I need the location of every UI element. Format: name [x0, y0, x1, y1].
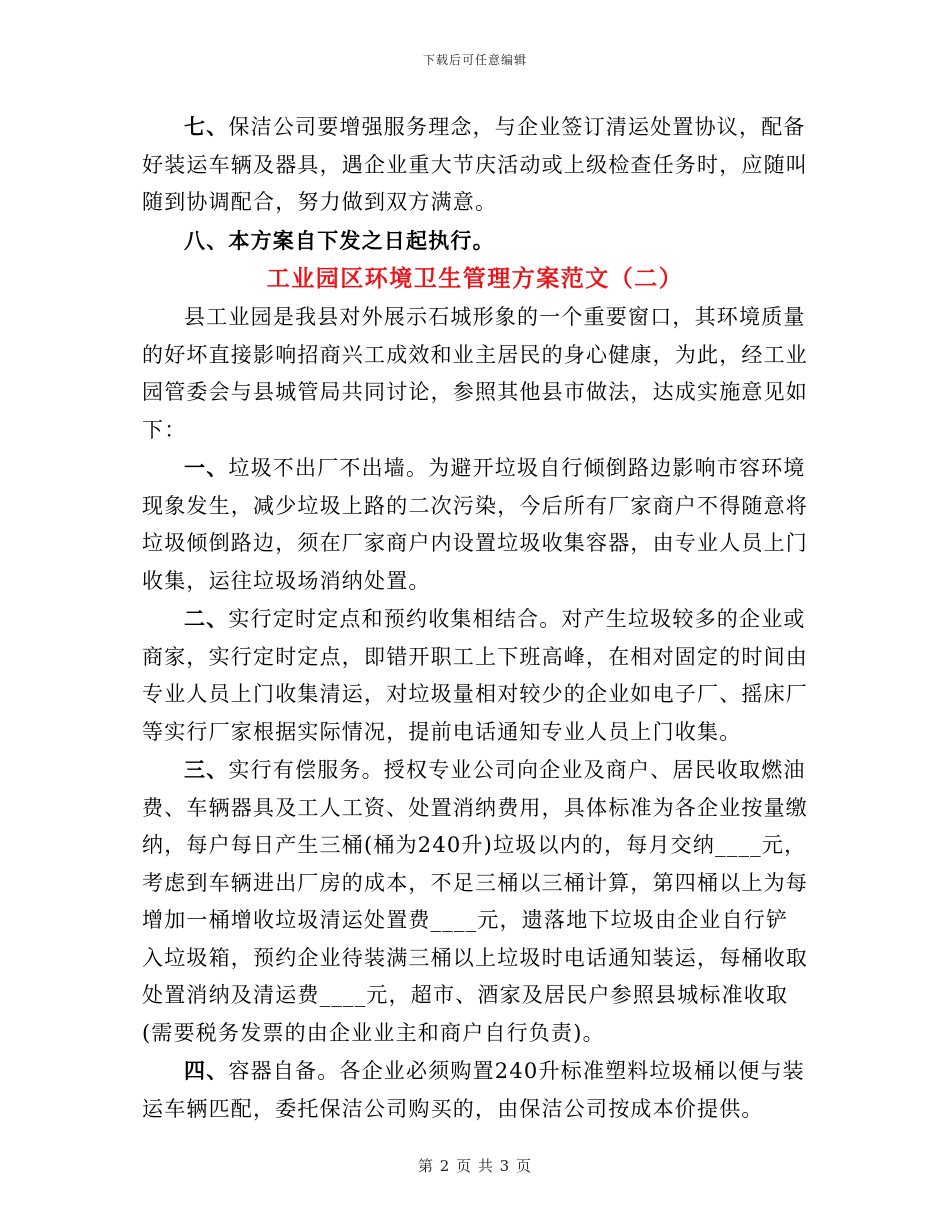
- item-one: [142, 449, 808, 600]
- item-three: [142, 751, 808, 1052]
- paragraph-seven-text: 保洁公司要增强服务理念，与企业签订清运处置协议，配备好装运车辆及器具，遇企业重大节庆活动或上级检查任务时，应随叫随到协调配合，努力做到双方满意。: [142, 115, 808, 214]
- item-four-number: 四、: [184, 1058, 229, 1083]
- paragraph-seven-number: 七、: [184, 114, 229, 139]
- item-three-number: 三、: [184, 757, 229, 782]
- item-two-number: 二、: [184, 606, 229, 631]
- intro-paragraph: 县工业园是我县对外展示石城形象的一个重要窗口，其环境质量的好坏直接影响招商兴工成效和业主居民的身心健康，为此，经工业园管委会与县城管局共同讨论，参照其他县市做法，达成实施意见如下：: [142, 305, 808, 442]
- page-header: 下载后可任意编辑: [422, 53, 527, 67]
- item-two: [142, 600, 808, 751]
- paragraph-seven: [142, 108, 808, 222]
- item-four-text: 容器自备。各企业必须购置240升标准塑料垃圾桶以便与装运车辆匹配，委托保洁公司购买的，由保洁公司按成本价提供。: [142, 1059, 805, 1121]
- item-two-text: 实行定时定点和预约收集相结合。对产生垃圾较多的企业或商家，实行定时定点，即错开职工上下班高峰，在相对固定的时间由专业人员上门收集清运，对垃圾量相对较少的企业如电子厂、摇床厂等实行厂家根据实际情况，提前电话通知专业人员上门收集。: [142, 607, 808, 744]
- item-one-number: 一、: [184, 455, 229, 480]
- item-three-text: 实行有偿服务。授权专业公司向企业及商户、居民收取燃油费、车辆器具及工人工资、处置消纳费用，具体标准为各企业按量缴纳，每户每日产生三桶(桶为240升)垃圾以内的，每月交纳____元，考虑到车辆进出厂房的成本，不足三桶以三桶计算，第四桶以上为每增加一桶增收垃圾清运处置费____元，遗落地下垃圾由企业自行铲入垃圾箱，预约企业待装满三桶以上垃圾时电话通知装运，每桶收取处置消纳及清运费____元，超市、酒家及居民户参照县城标准收取(需要税务发票的由企业业主和商户自行负责)。: [142, 758, 808, 1045]
- page-footer: 第 2 页 共 3 页: [418, 1157, 532, 1175]
- section-title: 工业园区环境卫生管理方案范文（二）: [266, 265, 684, 292]
- paragraph-eight: 八、本方案自下发之日起执行。: [184, 227, 495, 253]
- item-one-text: 垃圾不出厂不出墙。为避开垃圾自行倾倒路边影响市容环境现象发生，减少垃圾上路的二次污染，今后所有厂家商户不得随意将垃圾倾倒路边，须在厂家商户内设置垃圾收集容器，由专业人员上门收集，运往垃圾场消纳处置。: [142, 456, 808, 593]
- item-four: [142, 1052, 808, 1128]
- document-body: [142, 108, 808, 1128]
